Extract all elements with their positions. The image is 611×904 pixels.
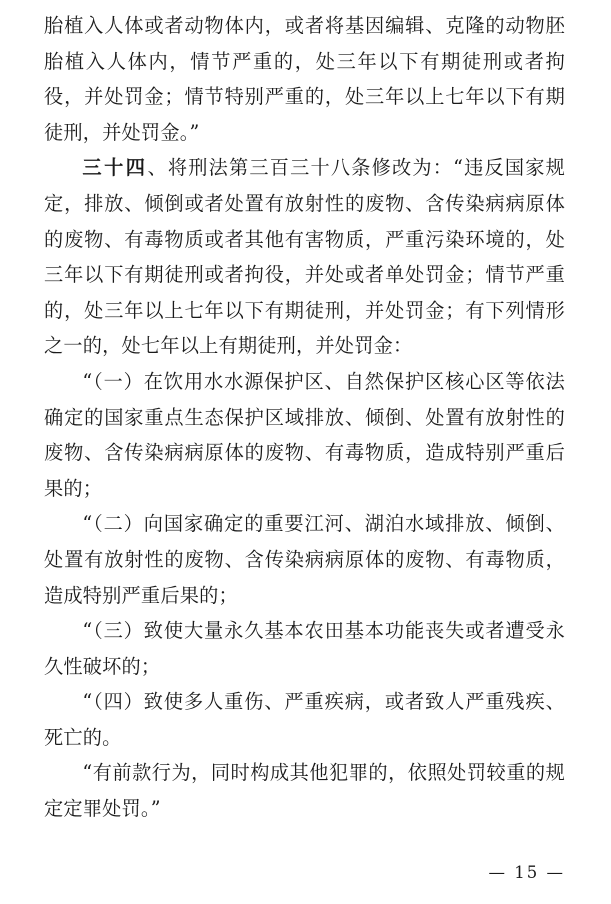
paragraph-clause-3: “（三）致使大量永久基本农田基本功能丧失或者遭受永久性破坏的； <box>44 619 565 678</box>
article-number: 三十四 <box>82 156 148 180</box>
paragraph-clause-2: “（二）向国家确定的重要江河、湖泊水域排放、倾倒、处置有放射性的废物、含传染病病原体的废物、有毒物质，造成特别严重后果的； <box>44 512 565 607</box>
paragraph-closing: “有前款行为，同时构成其他犯罪的，依照处罚较重的规定定罪处罚。” <box>44 761 565 821</box>
page-number: — 15 — <box>488 863 565 882</box>
article-text: 、将刑法第三百三十八条修改为：“违反国家规定，排放、倾倒或者处置有放射性的废物、含传染病病原体的废物、有毒物质或者其他有害物质，严重污染环境的，处三年以下有期徒刑或者拘役，并处或者单处罚金；情节严重的，处三年以上七年以下有期徒刑，并处罚金；有下列情形之一的，处七年以上有期徒刑，并处罚金： <box>44 156 566 358</box>
paragraph-continuation: 胎植入人体或者动物体内，或者将基因编辑、克隆的动物胚胎植入人体内，情节严重的，处三年以下有期徒刑或者拘役，并处罚金；情节特别严重的，处三年以上七年以下有期徒刑，并处罚金。” <box>44 14 565 144</box>
paragraph-article-34 <box>44 150 565 364</box>
paragraph-clause-4: “（四）致使多人重伤、严重疾病，或者致人严重残疾、死亡的。 <box>44 690 565 749</box>
document-body <box>44 8 565 827</box>
paragraph-clause-1: “（一）在饮用水水源保护区、自然保护区核心区等依法确定的国家重点生态保护区域排放、倾倒、处置有放射性的废物、含传染病病原体的废物、有毒物质，造成特别严重后果的； <box>44 369 565 500</box>
